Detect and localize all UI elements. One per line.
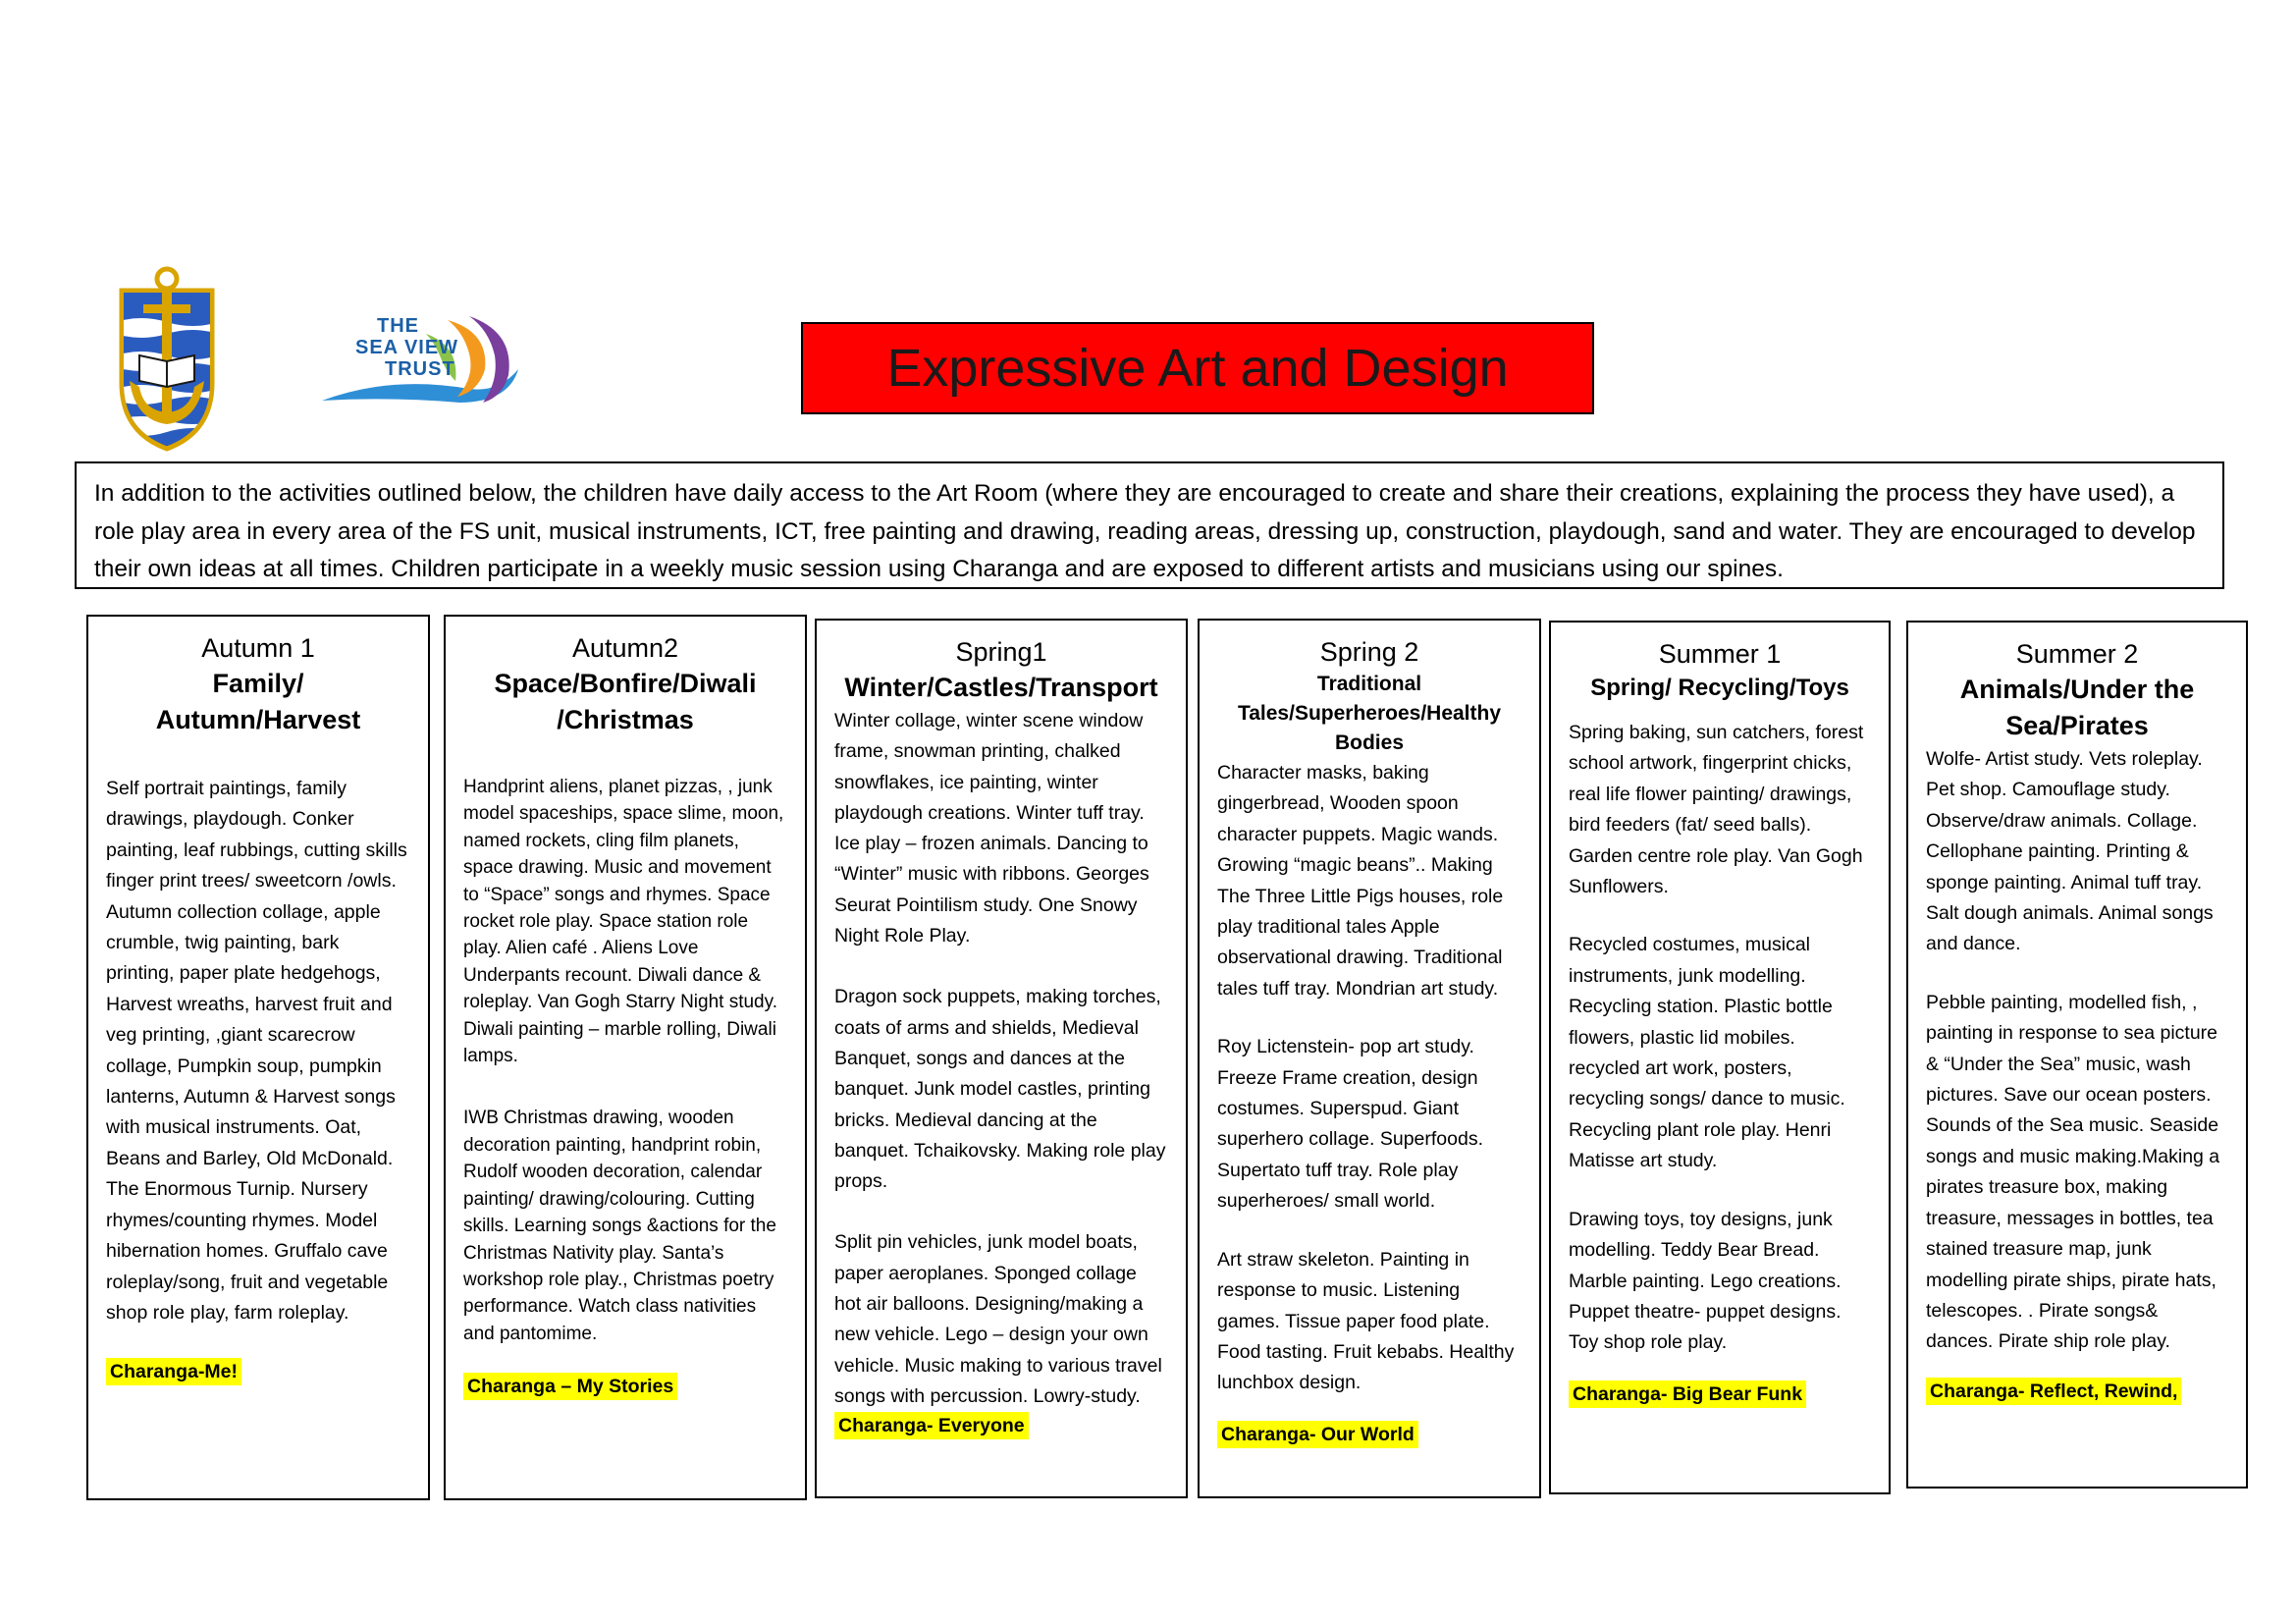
- term-heading: Autumn 1: [201, 633, 315, 663]
- activity-paragraph: Roy Lictenstein- pop art study. Freeze Frame creation, design costumes. Superspud. Giant superhero collage. Superfoods. Supertato tuff tray. Role play superheroes/ small world.: [1217, 1036, 1484, 1213]
- term-column-summer-1: [1549, 621, 1891, 1494]
- charanga-unit: Charanga- Reflect, Rewind,: [1926, 1378, 2181, 1405]
- sea-view-trust-logo: [322, 312, 528, 410]
- term-topic: Winter/Castles/Transport: [844, 673, 1158, 702]
- activity-paragraph: Wolfe- Artist study. Vets roleplay. Pet shop. Camouflage study. Observe/draw animals. Collage. Cellophane painting. Printing & sponge painting. Animal tuff tray. Salt dough animals. Animal songs and dance.: [1926, 748, 2214, 955]
- charanga-unit: Charanga- Big Bear Funk: [1569, 1380, 1806, 1408]
- activity-paragraph: Self portrait paintings, family drawings, playdough. Conker painting, leaf rubbings, cutting skills finger print trees/ sweetcorn /owls. Autumn collection collage, apple crumble, twig painting, bark printing, paper plate hedgehogs, Harvest wreaths, harvest fruit and veg printing, ,giant scarecrow collage, Pumpkin soup, pumpkin lanterns, Autumn & Harvest songs with musical instruments. Oat, Beans and Barley, Old McDonald. The Enormous Turnip. Nursery rhymes/counting rhymes. Model hibernation homes. Gruffalo cave roleplay/song, fruit and vegetable shop role play, farm roleplay.: [106, 778, 407, 1324]
- term-heading: Spring1: [955, 637, 1047, 667]
- term-column-summer-2: [1906, 621, 2248, 1489]
- term-column-autumn-2: [444, 615, 807, 1500]
- activity-paragraph: Pebble painting, modelled fish, , painting in response to sea picture & “Under the Sea” music, wash pictures. Save our ocean posters. Sounds of the Sea music. Seaside songs and music making.Making a pirates treasure box, making treasure, messages in bottles, tea stained treasure map, junk modelling pirate ships, pirate hats, telescopes. . Pirate songs& dances. Pirate ship role play.: [1926, 991, 2220, 1353]
- trust-logo-line-2: SEA VIEW: [355, 337, 459, 358]
- charanga-unit: Charanga- Our World: [1217, 1421, 1418, 1448]
- activity-paragraph: IWB Christmas drawing, wooden decoration painting, handprint robin, Rudolf wooden decoration, calendar painting/ drawing/colouring. Cutting skills. Learning songs &actions for the Christmas Nativity play. Santa’s workshop role play., Christmas poetry performance. Watch class nativities and pantomime.: [463, 1108, 776, 1344]
- charanga-unit: Charanga – My Stories: [463, 1373, 677, 1400]
- term-column-spring-2: [1198, 619, 1541, 1498]
- intro-text: In addition to the activities outlined below, the children have daily access to the Art Room (where they are encouraged to create and share their creations, explaining the process they have used), a role play area in every area of the FS unit, musical instruments, ICT, free painting and drawing, reading areas, dressing up, construction, playdough, sand and water. They are encouraged to develop their own ideas at all times. Children participate in a weekly music session using Charanga and are exposed to different artists and musicians using our spines.: [94, 480, 2196, 582]
- activity-paragraph: Dragon sock puppets, making torches, coats of arms and shields, Medieval Banquet, songs and dances at the banquet. Junk model castles, printing bricks. Medieval dancing at the banquet. Tchaikovsky. Making role play props.: [834, 986, 1166, 1193]
- charanga-unit: Charanga- Everyone: [834, 1412, 1029, 1439]
- term-heading: Summer 1: [1658, 639, 1782, 669]
- term-column-autumn-1: [86, 615, 430, 1500]
- trust-logo-line-3: TRUST: [385, 358, 455, 380]
- term-topic: Animals/Under the Sea/Pirates: [1959, 675, 2195, 740]
- activity-paragraph: Recycled costumes, musical instruments, junk modelling. Recycling station. Plastic bottle flowers, plastic lid mobiles. recycled art work, posters, recycling songs/ dance to music. Recycling plant role play. Henri Matisse art study.: [1569, 934, 1845, 1172]
- activity-paragraph: Winter collage, winter scene window frame, snowman printing, chalked snowflakes, ice painting, winter playdough creations. Winter tuff tray. Ice play – frozen animals. Dancing to “Winter” music with ribbons. Georges Seurat Pointilism study. One Snowy Night Role Play.: [834, 710, 1149, 947]
- page-title: Expressive Art and Design: [886, 339, 1509, 398]
- term-heading: Summer 2: [2015, 639, 2139, 669]
- term-topic: Spring/ Recycling/Toys: [1590, 675, 1849, 701]
- term-topic: Space/Bonfire/Diwali /Christmas: [494, 669, 757, 734]
- term-heading: Autumn2: [571, 633, 679, 663]
- charanga-unit: Charanga-Me!: [106, 1358, 241, 1385]
- activity-paragraph: Art straw skeleton. Painting in response to music. Listening games. Tissue paper food plate. Food tasting. Fruit kebabs. Healthy lunchbox design.: [1217, 1248, 1515, 1394]
- term-column-spring-1: [815, 619, 1188, 1498]
- title-banner: [801, 322, 1594, 414]
- school-crest-logo: [116, 265, 218, 452]
- activity-paragraph: Character masks, baking gingerbread, Wooden spoon character puppets. Magic wands. Growing “magic beans”.. Making The Three Little Pigs houses, role play traditional tales Apple observational drawing. Traditional tales tuff tray. Mondrian art study.: [1217, 762, 1504, 1000]
- intro-box: [75, 461, 2224, 589]
- activity-paragraph: Handprint aliens, planet pizzas, , junk model spaceships, space slime, moon, named rockets, cling film planets, space drawing. Music and movement to “Space” songs and rhymes. Space rocket role play. Space station role play. Alien café . Aliens Love Underpants recount. Diwali dance & roleplay. Van Gogh Starry Night study. Diwali painting – marble rolling, Diwali lamps.: [463, 777, 784, 1067]
- activity-paragraph: Split pin vehicles, junk model boats, paper aeroplanes. Sponged collage hot air balloons. Designing/making a new vehicle. Lego – design your own vehicle. Music making to various travel songs with percussion. Lowry-study.: [834, 1231, 1162, 1407]
- term-topic: Traditional Tales/Superheroes/Healthy Bodies: [1237, 673, 1502, 754]
- activity-paragraph: Drawing toys, toy designs, junk modelling. Teddy Bear Bread. Marble painting. Lego creations. Puppet theatre- puppet designs. Toy shop role play.: [1569, 1208, 1842, 1354]
- trust-logo-line-1: THE: [377, 315, 419, 337]
- term-topic: Family/ Autumn/Harvest: [155, 669, 361, 734]
- term-heading: Spring 2: [1319, 637, 1419, 667]
- activity-paragraph: Spring baking, sun catchers, forest school artwork, fingerprint chicks, real life flower painting/ drawings, bird feeders (fat/ seed balls). Garden centre role play. Van Gogh Sunflowers.: [1569, 722, 1864, 898]
